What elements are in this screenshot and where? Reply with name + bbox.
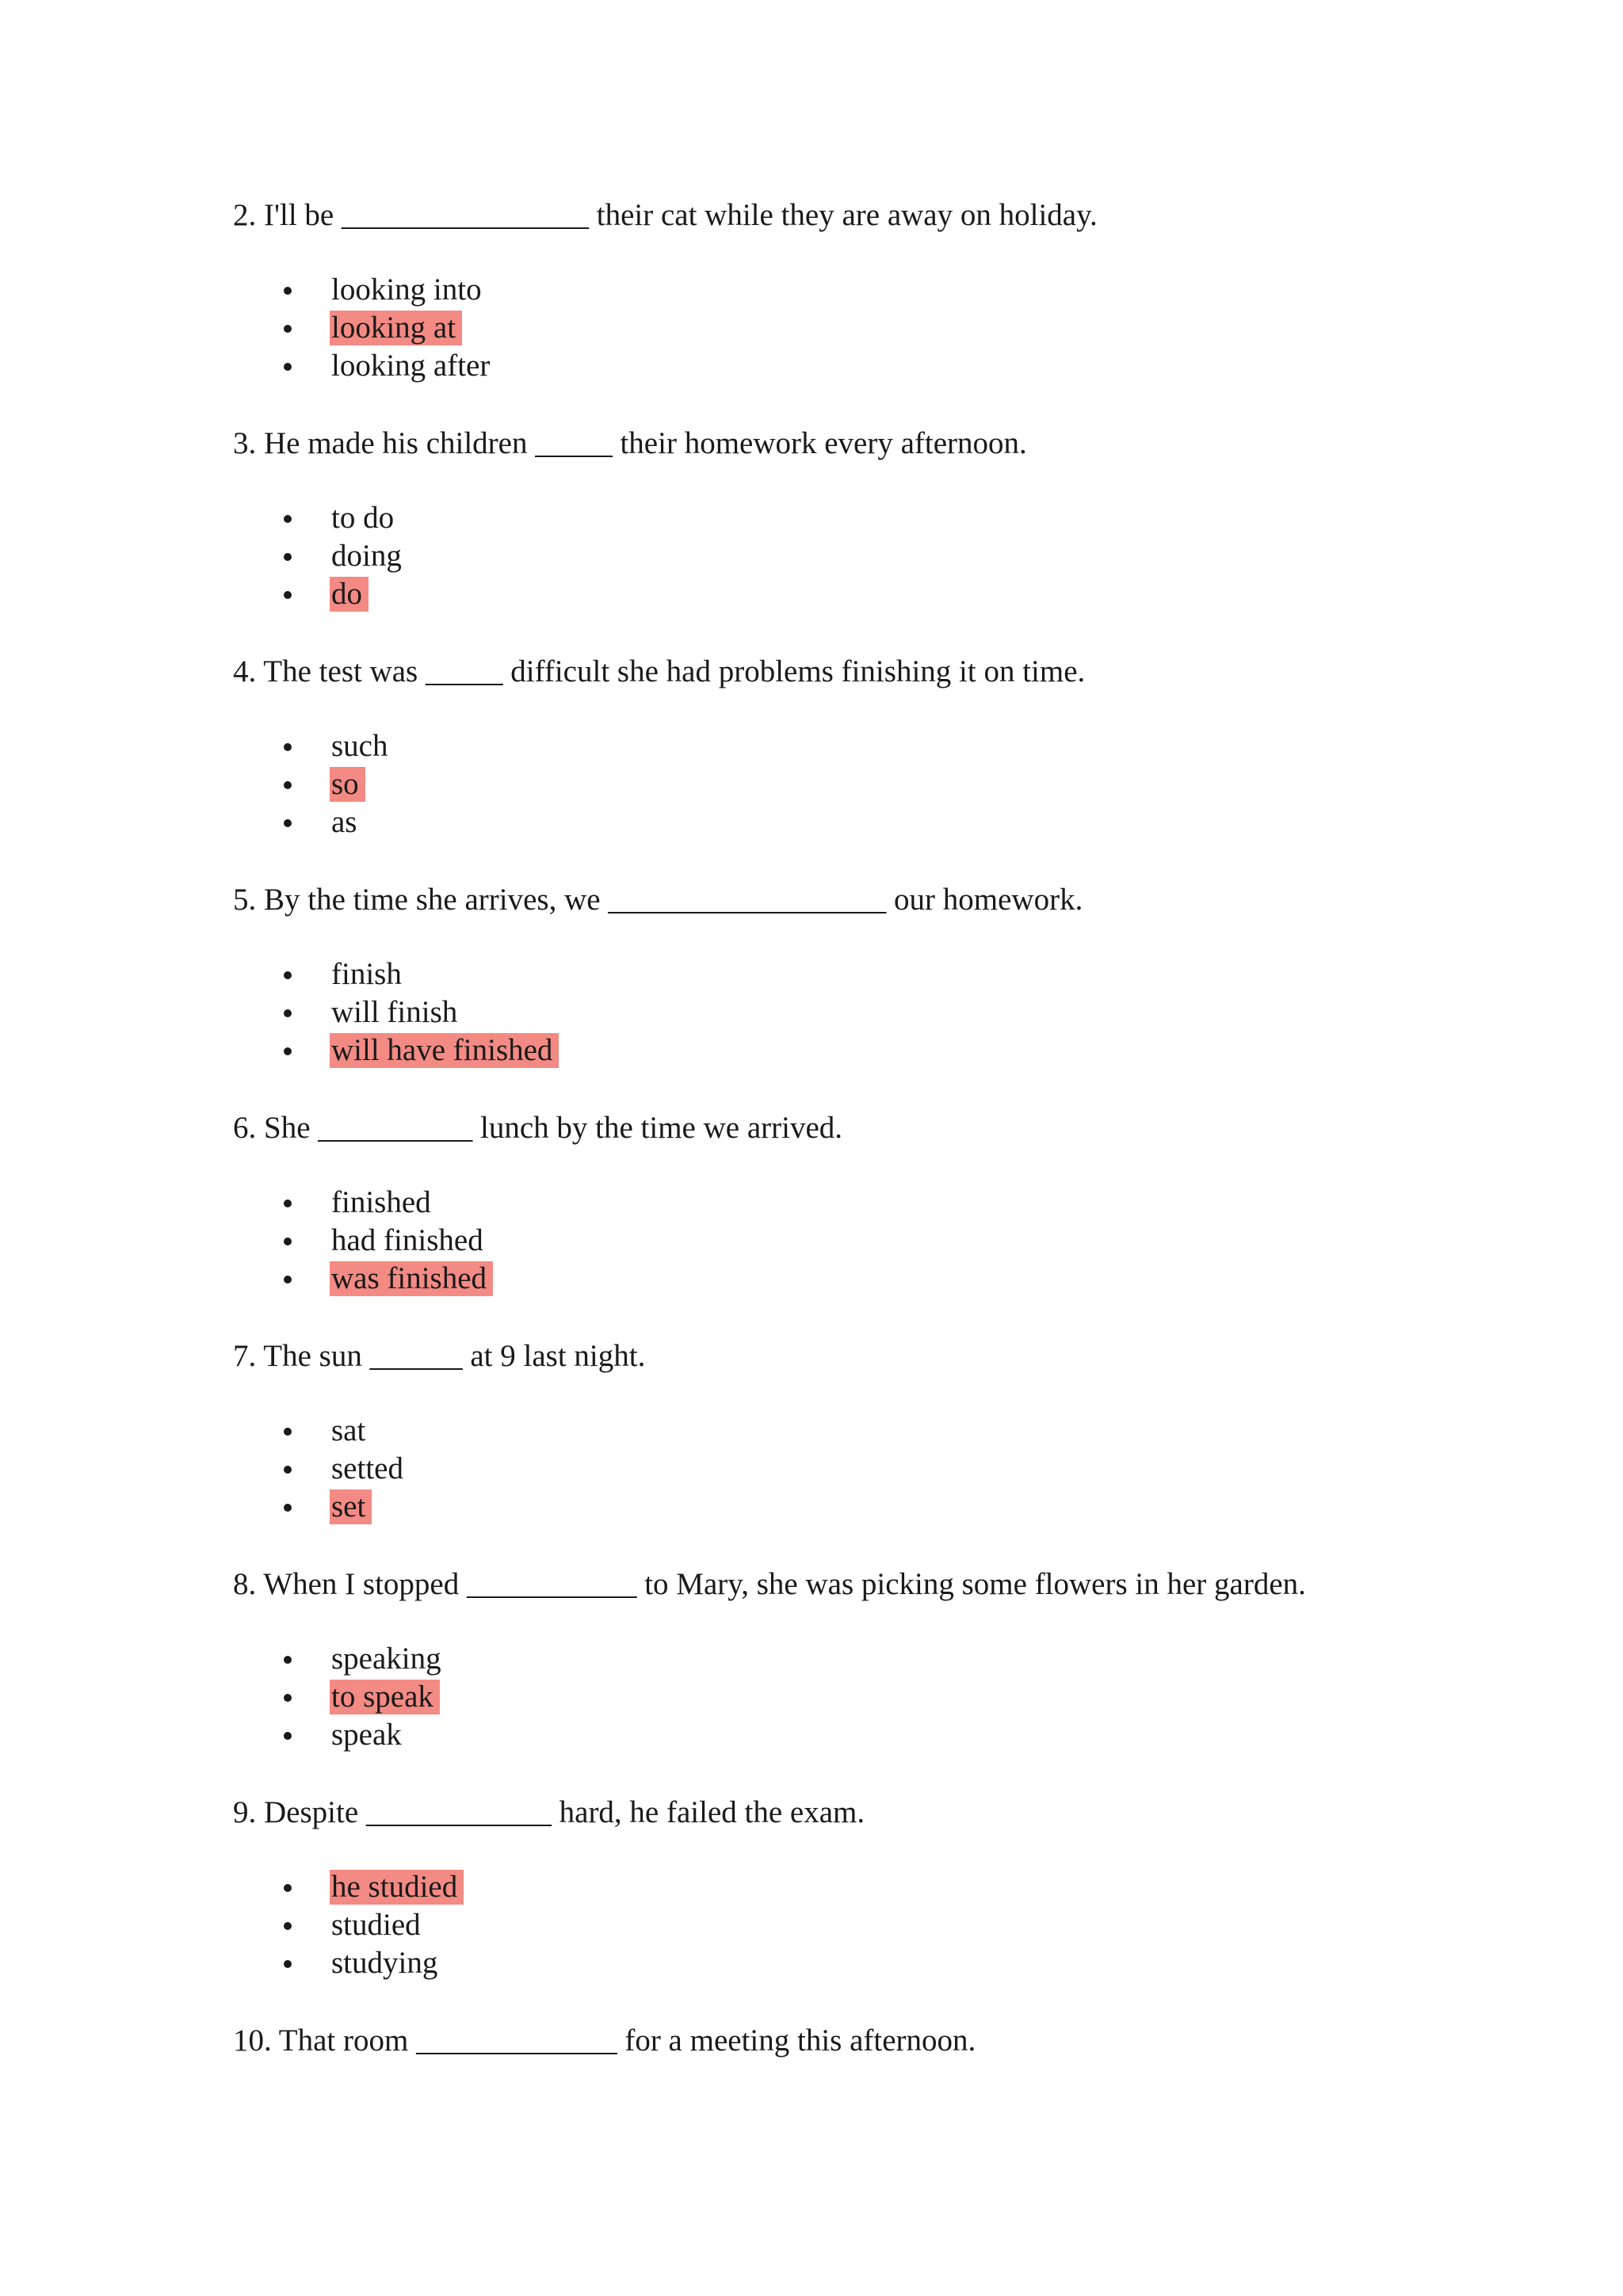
option-label: he studied xyxy=(330,1870,464,1905)
bullet-icon xyxy=(284,1656,292,1664)
question-4 xyxy=(233,653,1541,841)
bullet-icon xyxy=(284,1238,292,1245)
question-text: 8. When I stopped ___________ to Mary, she was picking some flowers in her garden. xyxy=(233,1567,1306,1601)
option-label: setted xyxy=(331,1451,403,1486)
bullet-icon xyxy=(284,781,292,789)
bullet-icon xyxy=(284,1504,292,1512)
question-text: 7. The sun ______ at 9 last night. xyxy=(233,1339,646,1373)
bullet-icon xyxy=(284,1199,292,1207)
bullet-icon xyxy=(284,1047,292,1055)
bullet-icon xyxy=(284,1960,292,1968)
option-label: had finished xyxy=(331,1223,483,1257)
answer-option[interactable] xyxy=(233,803,1541,841)
option-label: such xyxy=(331,729,388,763)
question-5 xyxy=(233,881,1541,1070)
answer-option[interactable] xyxy=(233,1222,1541,1260)
answer-options xyxy=(233,1184,1541,1298)
bullet-icon xyxy=(284,1428,292,1436)
bullet-icon xyxy=(284,591,292,599)
option-label: as xyxy=(331,805,357,839)
answer-option-selected[interactable] xyxy=(233,1488,1541,1526)
option-label: will have finished xyxy=(330,1033,559,1068)
answer-option[interactable] xyxy=(233,994,1541,1032)
question-text: 9. Despite ____________ hard, he failed the exam. xyxy=(233,1795,865,1829)
option-label: finish xyxy=(331,957,402,991)
question-text: 3. He made his children _____ their homework every afternoon. xyxy=(233,426,1027,460)
bullet-icon xyxy=(284,515,292,523)
answer-options xyxy=(233,1412,1541,1526)
answer-option[interactable] xyxy=(233,1640,1541,1678)
answer-option-selected[interactable] xyxy=(233,575,1541,613)
option-label: looking into xyxy=(331,273,482,307)
bullet-icon xyxy=(284,1009,292,1017)
answer-options xyxy=(233,499,1541,613)
option-label: set xyxy=(330,1489,372,1524)
question-text: 2. I'll be ________________ their cat while they are away on holiday. xyxy=(233,198,1098,232)
answer-options xyxy=(233,727,1541,841)
option-label: will finish xyxy=(331,995,458,1029)
option-label: looking at xyxy=(330,311,462,345)
question-9 xyxy=(233,1794,1541,1982)
answer-option-selected[interactable] xyxy=(233,309,1541,347)
question-2 xyxy=(233,196,1541,385)
answer-options xyxy=(233,271,1541,385)
answer-option[interactable] xyxy=(233,1450,1541,1488)
option-label: do xyxy=(330,577,369,612)
question-6 xyxy=(233,1109,1541,1298)
option-label: doing xyxy=(331,539,402,573)
question-3 xyxy=(233,425,1541,613)
bullet-icon xyxy=(284,743,292,751)
answer-option[interactable] xyxy=(233,1906,1541,1944)
answer-option[interactable] xyxy=(233,499,1541,537)
answer-option[interactable] xyxy=(233,537,1541,575)
question-7 xyxy=(233,1337,1541,1526)
answer-option[interactable] xyxy=(233,347,1541,385)
bullet-icon xyxy=(284,287,292,295)
option-label: to do xyxy=(331,501,395,535)
bullet-icon xyxy=(284,971,292,979)
question-text: 10. That room _____________ for a meeting this afternoon. xyxy=(233,2023,976,2058)
answer-option[interactable] xyxy=(233,1944,1541,1982)
option-label: speaking xyxy=(331,1642,441,1676)
answer-options xyxy=(233,955,1541,1070)
answer-options xyxy=(233,1868,1541,1982)
option-label: was finished xyxy=(330,1261,493,1296)
bullet-icon xyxy=(284,1732,292,1740)
option-label: studied xyxy=(331,1908,421,1942)
bullet-icon xyxy=(284,553,292,561)
option-label: looking after xyxy=(331,349,491,383)
question-8 xyxy=(233,1566,1541,1754)
answer-option[interactable] xyxy=(233,1184,1541,1222)
answer-option[interactable] xyxy=(233,1412,1541,1450)
bullet-icon xyxy=(284,819,292,827)
bullet-icon xyxy=(284,1884,292,1892)
bullet-icon xyxy=(284,325,292,333)
option-label: sat xyxy=(331,1413,366,1447)
option-label: studying xyxy=(331,1946,438,1980)
answer-option[interactable] xyxy=(233,1716,1541,1754)
answer-option-selected[interactable] xyxy=(233,765,1541,803)
question-text: 6. She __________ lunch by the time we arrived. xyxy=(233,1111,843,1145)
answer-option[interactable] xyxy=(233,955,1541,994)
bullet-icon xyxy=(284,363,292,371)
option-label: to speak xyxy=(330,1680,440,1714)
question-10 xyxy=(233,2022,1541,2060)
option-label: so xyxy=(330,767,365,802)
answer-option[interactable] xyxy=(233,727,1541,765)
option-label: finished xyxy=(331,1185,431,1219)
answer-option-selected[interactable] xyxy=(233,1868,1541,1906)
bullet-icon xyxy=(284,1922,292,1930)
answer-option-selected[interactable] xyxy=(233,1678,1541,1716)
answer-options xyxy=(233,1640,1541,1754)
bullet-icon xyxy=(284,1466,292,1474)
bullet-icon xyxy=(284,1694,292,1702)
question-text: 5. By the time she arrives, we __________________ our homework. xyxy=(233,883,1083,917)
option-label: speak xyxy=(331,1718,402,1752)
bullet-icon xyxy=(284,1276,292,1283)
answer-option[interactable] xyxy=(233,271,1541,309)
question-text: 4. The test was _____ difficult she had problems finishing it on time. xyxy=(233,654,1086,688)
answer-option-selected[interactable] xyxy=(233,1032,1541,1070)
answer-option-selected[interactable] xyxy=(233,1260,1541,1298)
